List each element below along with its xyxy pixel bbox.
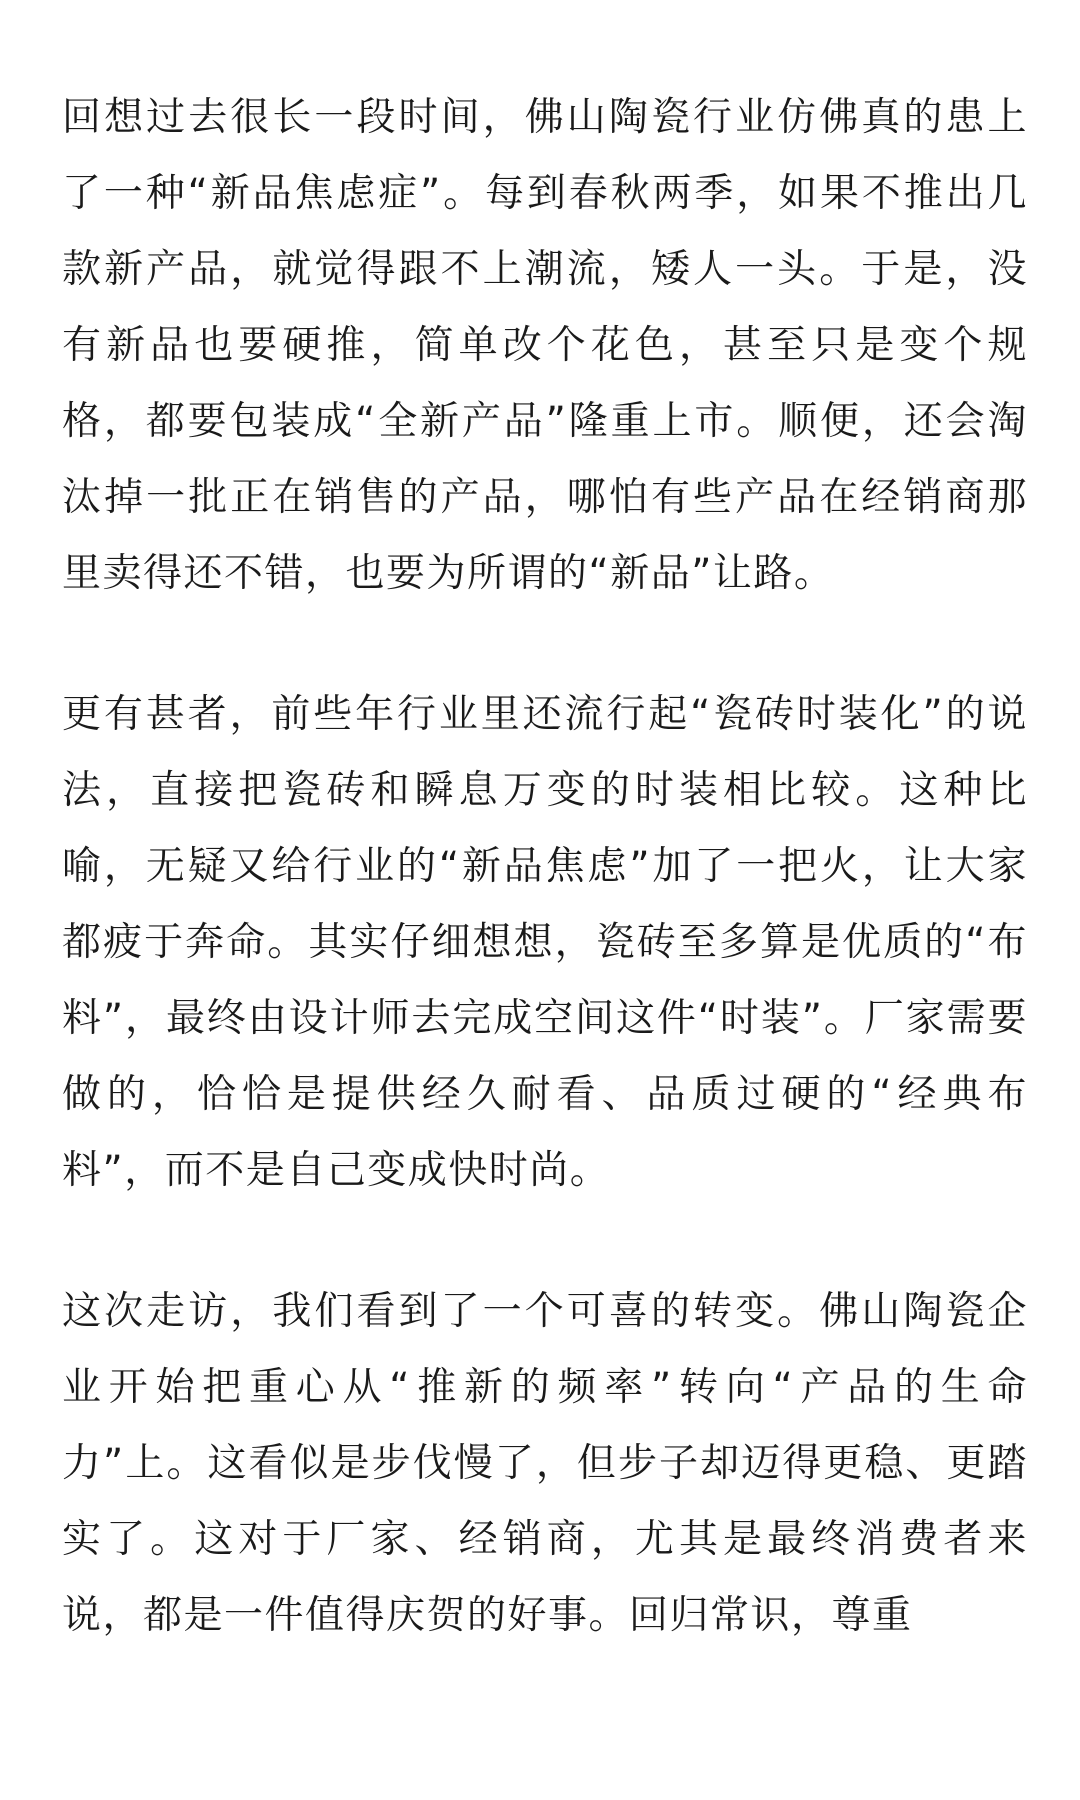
paragraph-tile-fashion: 更有甚者，前些年行业里还流行起“瓷砖时装化”的说法，直接把瓷砖和瞬息万变的时装相比较。这种比喻，无疑又给行业的“新品焦虑”加了一把火，让大家都疲于奔命。其实仔细想想，瓷砖至多算是优质的“布料”，最终由设计师去完成空间这件“时装”。厂家需要做的，恰恰是提供经久耐看、品质过硬的“经典布料”，而不是自己变成快时尚。 (62, 692, 1028, 1193)
paragraph-positive-change: 这次走访，我们看到了一个可喜的转变。佛山陶瓷企业开始把重心从“推新的频率”转向“产品的生命力”上。这看似是步伐慢了，但步子却迈得更稳、更踏实了。这对于厂家、经销商，尤其是最终消费者来说，都是一件值得庆贺的好事。回归常识，尊重 (62, 1289, 1028, 1638)
article-body (62, 80, 1028, 1719)
paragraph-new-product-anxiety: 回想过去很长一段时间，佛山陶瓷行业仿佛真的患上了一种“新品焦虑症”。每到春秋两季，如果不推出几款新产品，就觉得跟不上潮流，矮人一头。于是，没有新品也要硬推，简单改个花色，甚至只是变个规格，都要包装成“全新产品”隆重上市。顺便，还会淘汰掉一批正在销售的产品，哪怕有些产品在经销商那里卖得还不错，也要为所谓的“新品”让路。 (62, 95, 1028, 596)
